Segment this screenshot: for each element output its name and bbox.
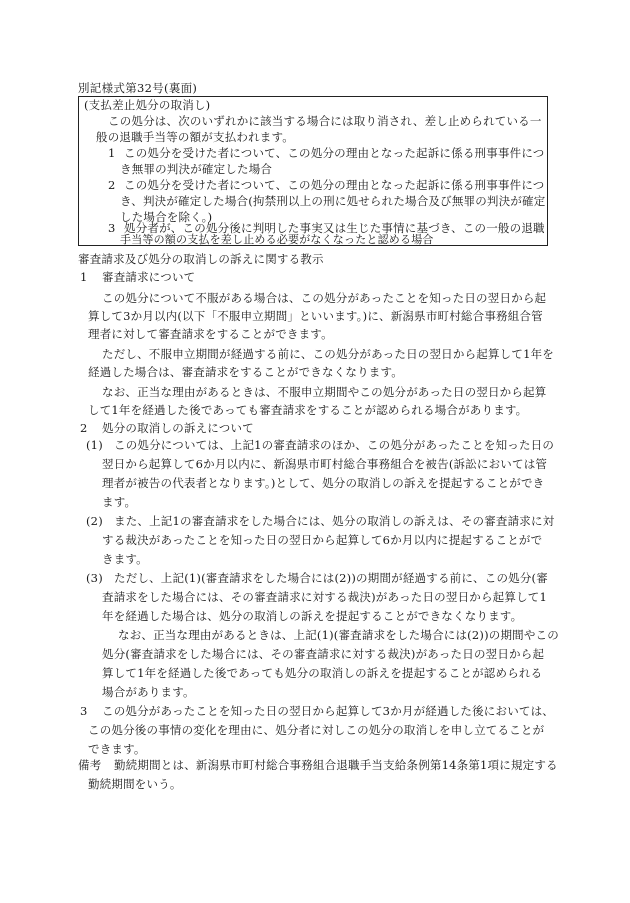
section-2-item-3-line-2: 査請求をした場合には、その審査請求に対する裁決)があった日の翌日から起算して1	[102, 590, 547, 604]
section-1-p3-line-2: して1年を経過した後であっても審査請求をすることが認められる場合があります。	[88, 403, 528, 417]
section-2-item-1-line-3: 理者が被告の代表者となります。)として、処分の取消しの訴えを提起することができ	[102, 476, 545, 490]
box-item-2-line-1: この処分を受けた者について、この処分の理由となった起訴に係る刑事事件につ	[124, 178, 545, 192]
section-2-number: 2	[80, 421, 88, 435]
section-2-item-2-line-1: また、上記1の審査請求をした場合には、処分の取消しの訴えは、その審査請求に対	[114, 514, 555, 528]
section-2-item-3-p2-line-2: 処分(審査請求をした場合には、その審査請求に対する裁決)があった日の翌日から起	[102, 647, 545, 661]
section-1-p3-line-1: なお、正当な理由があるときは、不服申立期間やこの処分があった日の翌日から起算	[102, 385, 547, 399]
section-2-item-1-line-4: ます。	[102, 495, 137, 509]
section-1-p1-line-3: 理者に対して審査請求をすることができます。	[88, 327, 333, 341]
section-2-item-3-number: (3)	[86, 571, 103, 585]
section-2-item-3-p2-line-1: なお、正当な理由があるときは、上記(1)(審査請求をした場合には(2))の期間やこの	[118, 628, 559, 642]
section-2-item-3-line-1: ただし、上記(1)(審査請求をした場合には(2))の期間が経過する前に、この処分(審	[114, 571, 548, 585]
section-2-item-2-line-3: きます。	[102, 552, 148, 566]
section-1-p2-line-1: ただし、不服申立期間が経過する前に、この処分があった日の翌日から起算して1年を	[102, 347, 554, 361]
remark-line-2: 勤続期間をいう。	[88, 777, 182, 791]
box-item-1-number: 1	[108, 146, 116, 160]
section-1-number: 1	[80, 270, 88, 284]
section-2-item-1-line-2: 翌日から起算して6か月以内に、新潟県市町村総合事務組合を被告(訴訟においては管	[102, 457, 548, 471]
section-2-item-3-p2-line-3: 算して1年を経過した後であっても処分の取消しの訴えを提起することが認められる	[102, 666, 543, 680]
box-item-1-line-1: この処分を受けた者について、この処分の理由となった起訴に係る刑事事件につ	[124, 146, 545, 160]
remark-line-1: 勤続期間とは、新潟県市町村総合事務組合退職手当支給条例第14条第1項に規定する	[114, 758, 558, 772]
box-intro-line-1: この処分は、次のいずれかに該当する場合には取り消され、差し止められている一	[108, 114, 542, 128]
box-item-2-line-3: した場合を除く。)	[120, 210, 213, 224]
box-item-2-number: 2	[108, 178, 116, 192]
box-heading: (支払差止処分の取消し)	[84, 98, 211, 112]
section-3-number: 3	[80, 704, 88, 718]
section-1-title: 審査請求について	[102, 270, 196, 284]
section-3-line-3: できます。	[88, 742, 146, 756]
remark-label: 備考	[78, 758, 102, 772]
section-1-p2-line-2: 経過した場合は、審査請求をすることができなくなります。	[88, 365, 403, 379]
section-2-item-3-p2-line-4: 場合があります。	[102, 685, 195, 699]
box-item-1-line-2: き無罪の判決が確定した場合	[120, 162, 273, 176]
section-2-title: 処分の取消しの訴えについて	[102, 421, 254, 435]
section-2-item-2-line-2: する裁決があったことを知った日の翌日から起算して6か月以内に提起することがで	[102, 533, 543, 547]
box-item-3-line-1: 処分者が、この処分後に判明した事実又は生じた事情に基づき、この一般の退職	[124, 221, 545, 235]
form-title: 別記様式第32号(裏面)	[78, 81, 198, 95]
section-2-item-2-number: (2)	[86, 514, 103, 528]
box-intro-line-2: 般の退職手当等の額が支払われます。	[96, 130, 294, 144]
box-item-3-number: 3	[108, 221, 116, 235]
section-1-p1-line-2: 算して3か月以内(以下「不服申立期間」といいます。)に、新潟県市町村総合事務組合管	[88, 309, 543, 323]
section-2-item-1-number: (1)	[86, 438, 103, 452]
section-1-p1-line-1: この処分について不服がある場合は、この処分があったことを知った日の翌日から起	[102, 291, 547, 305]
box-item-2-line-2: き、判決が確定した場合(拘禁刑以上の刑に処せられた場合及び無罪の判決が確定	[120, 194, 546, 208]
box-item-3-line-2: 手当等の額の支払を差し止める必要がなくなったと認める場合	[120, 233, 434, 246]
section-2-item-3-line-3: 年を経過した場合は、処分の取消しの訴えを提起することができなくなります。	[102, 609, 523, 623]
section-3-line-2: この処分後の事情の変化を理由に、処分者に対しこの処分の取消しを申し立てることが	[88, 723, 545, 737]
appeal-heading: 審査請求及び処分の取消しの訴えに関する教示	[78, 252, 324, 266]
section-2-item-1-line-1: この処分については、上記1の審査請求のほか、この処分があったことを知った日の	[114, 438, 555, 452]
section-3-line-1: この処分があったことを知った日の翌日から起算して3か月が経過した後においては、	[102, 704, 554, 718]
